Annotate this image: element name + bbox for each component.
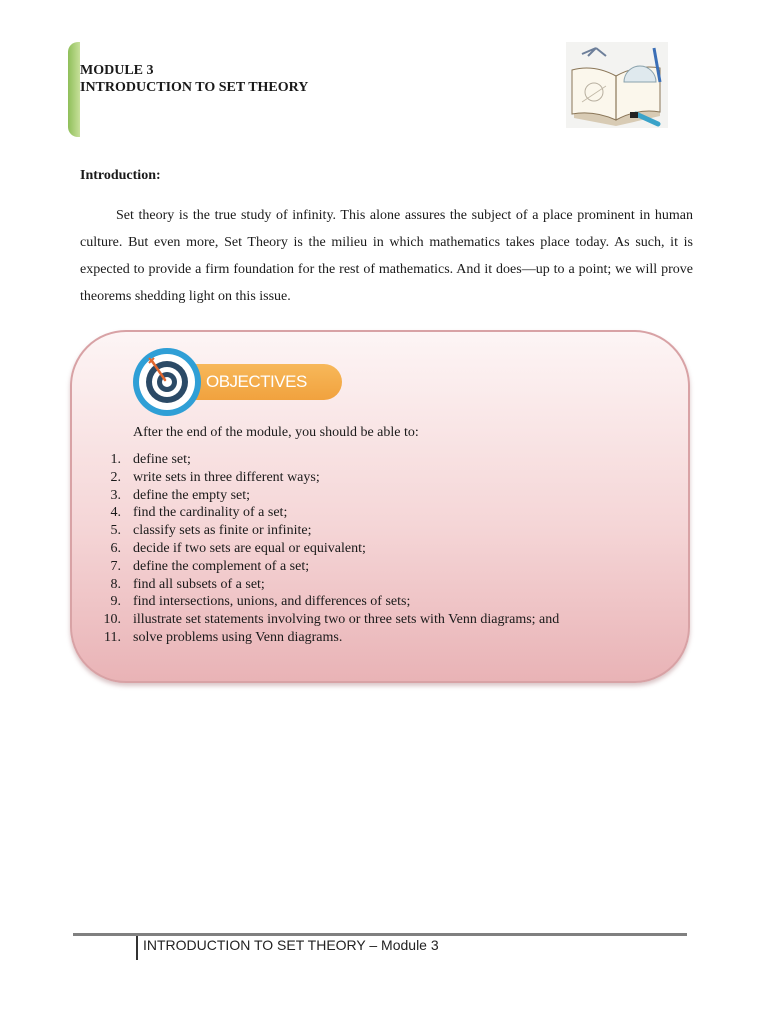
list-item	[96, 629, 559, 647]
list-item-number: 1.	[110, 452, 121, 467]
footer-title: INTRODUCTION TO SET THEORY – Module 3	[143, 937, 439, 953]
list-item-number: 10.	[103, 612, 121, 628]
list-item-number: 3.	[110, 487, 121, 503]
list-item-number: 9.	[110, 594, 121, 610]
list-item-number: 4.	[110, 505, 121, 521]
list-item-number: 2.	[110, 469, 121, 485]
list-item-text: define set;	[133, 452, 191, 467]
list-item-number: 5.	[110, 523, 121, 539]
introduction-heading: Introduction:	[80, 168, 161, 183]
list-item	[96, 540, 559, 558]
module-title: INTRODUCTION TO SET THEORY	[80, 80, 309, 95]
list-item-text: find the cardinality of a set;	[133, 505, 288, 521]
introduction-paragraph: Set theory is the true study of infinity. This alone assures the subject of a place prominent in human culture. But even more, Set Theory is the milieu in which mathematics takes place today. As such, it is expected to provide a firm foundation for the rest of mathematics. And it does—up to a point; we will prove theorems shedding light on this issue.	[80, 208, 693, 304]
objectives-title: OBJECTIVES	[206, 372, 307, 391]
header-accent-tab	[68, 42, 80, 137]
list-item	[96, 487, 559, 505]
objectives-lead-text: After the end of the module, you should be able to:	[133, 425, 419, 440]
target-icon	[132, 347, 202, 417]
list-item-number: 6.	[110, 540, 121, 556]
list-item	[96, 522, 559, 540]
list-item	[96, 576, 559, 594]
list-item-text: solve problems using Venn diagrams.	[133, 629, 343, 645]
list-item-number: 7.	[110, 558, 121, 574]
list-item	[96, 451, 559, 469]
list-item-text: classify sets as finite or infinite;	[133, 523, 312, 539]
module-heading	[80, 62, 308, 96]
list-item-number: 8.	[110, 576, 121, 592]
module-number: MODULE 3	[80, 63, 154, 78]
footer-accent-bar	[136, 936, 138, 960]
list-item-text: find all subsets of a set;	[133, 576, 265, 592]
objectives-list	[96, 451, 559, 647]
list-item-number: 11.	[104, 629, 121, 645]
footer-divider	[73, 933, 687, 936]
list-item-text: define the empty set;	[133, 487, 251, 503]
list-item-text: illustrate set statements involving two or three sets with Venn diagrams; and	[133, 612, 560, 628]
list-item-text: define the complement of a set;	[133, 558, 310, 574]
list-item	[96, 469, 559, 487]
list-item	[96, 593, 559, 611]
list-item	[96, 558, 559, 576]
book-illustration-icon	[566, 42, 668, 128]
list-item-text: decide if two sets are equal or equivalent;	[133, 540, 366, 556]
list-item-text: find intersections, unions, and differences of sets;	[133, 594, 411, 610]
list-item-text: write sets in three different ways;	[133, 469, 320, 485]
list-item	[96, 611, 559, 629]
list-item	[96, 504, 559, 522]
